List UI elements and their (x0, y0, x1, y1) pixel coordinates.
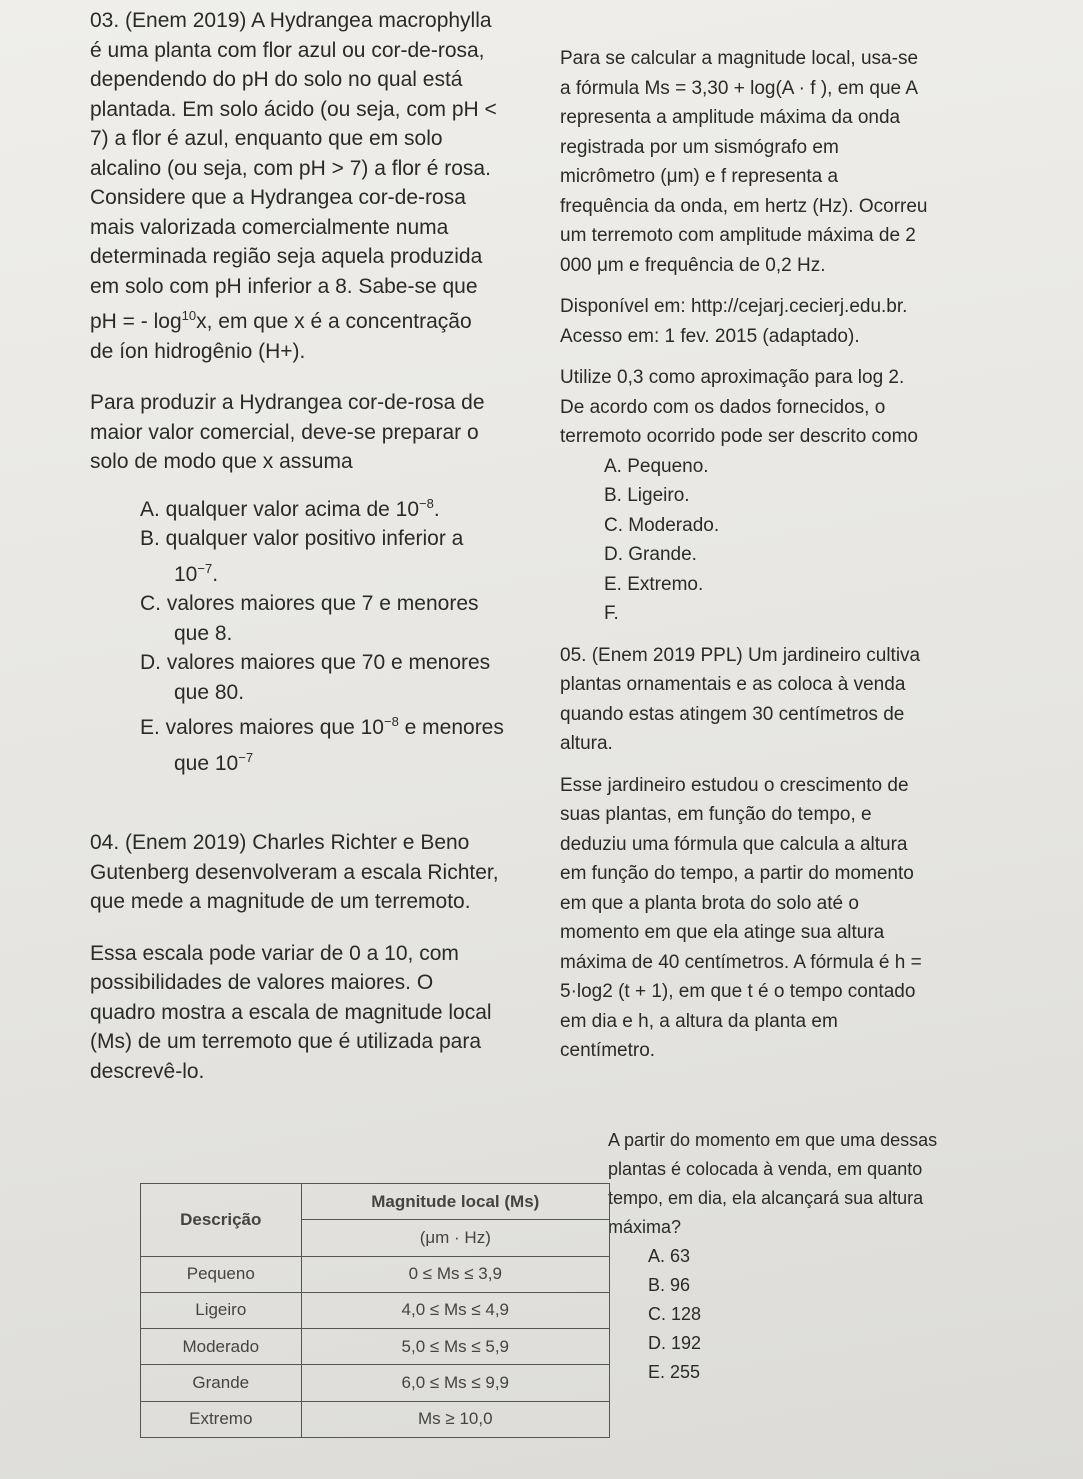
q3-stem-line: Considere que a Hydrangea cor-de-rosa (90, 186, 466, 209)
q3-prompt-line: solo de modo que x assuma (90, 450, 353, 473)
question-4 (90, 828, 560, 1086)
q5-stem-line: 05. (Enem 2019 PPL) Um jardineiro cultiva (560, 644, 921, 666)
q5-question-line: máxima? (608, 1217, 682, 1237)
table-header-unit: (μm · Hz) (301, 1220, 609, 1256)
q4-para-line: Essa escala pode variar de 0 a 10, com (90, 941, 459, 965)
q4-right-line: registrada por um sismógrafo em (560, 136, 839, 158)
q4-para-line: descrevê-lo. (90, 1059, 205, 1083)
table-row: Pequeno 0 ≤ Ms ≤ 3,9 (141, 1256, 610, 1292)
q4-option-b[interactable]: B. Ligeiro. (604, 485, 690, 506)
question-3 (90, 6, 560, 778)
q4-right-line: a fórmula Ms = 3,30 + log(A · f ), em que A (560, 77, 919, 99)
q3-stem-line: em solo com pH inferior a 8. Sabe-se que (90, 274, 478, 298)
q5-option-a[interactable]: A. 63 (648, 1246, 691, 1266)
q4-option-f[interactable]: F. (604, 603, 619, 624)
magnitude-table (140, 1183, 610, 1438)
q5-question-line: A partir do momento em que uma dessas (608, 1130, 938, 1150)
question-5 (560, 641, 1000, 1066)
q5-stem-line: altura. (560, 733, 613, 754)
q3-formula: pH = - $\log^{10}x$, em que x é a concentração (90, 308, 472, 333)
q5-option-d[interactable]: D. 192 (648, 1333, 702, 1353)
q3-option-b-cont: $10^{-7}$. (174, 560, 219, 586)
q3-stem-line: determinada região seja aquela produzida (90, 245, 483, 268)
q4-source-line: Disponível em: http://cejarj.cecierj.edu.br. (560, 296, 908, 317)
q5-option-b[interactable]: B. 96 (648, 1275, 691, 1295)
left-column (90, 6, 560, 1086)
q3-stem-line: mais valorizada comercialmente numa (90, 215, 449, 239)
q5-para-line: deduziu uma fórmula que calcula a altura (560, 833, 908, 855)
q3-stem-line: 7) a flor é azul, enquanto que em solo (90, 127, 443, 150)
table-row: Moderado 5,0 ≤ Ms ≤ 5,9 (141, 1329, 610, 1365)
q3-option-d-cont: que 80. (174, 680, 245, 704)
q4-right-line: 000 μm e frequência de 0,2 Hz. (560, 254, 826, 276)
q5-para-line: em que a planta brota do solo até o (560, 892, 859, 914)
q3-prompt-line: Para produzir a Hydrangea cor-de-rosa de (90, 391, 485, 414)
q4-para-line: (Ms) de um terremoto que é utilizada para (90, 1030, 482, 1053)
q5-question-block (608, 1126, 1008, 1387)
q5-para-line: em função do tempo, a partir do momento (560, 863, 914, 884)
q3-option-e-cont: que $10^{-7}$ (174, 749, 254, 775)
q5-para-line: Esse jardineiro estudou o crescimento de (560, 774, 909, 796)
table-row: Grande 6,0 ≤ Ms ≤ 9,9 (141, 1365, 610, 1401)
table-row: Ligeiro 4,0 ≤ Ms ≤ 4,9 (141, 1292, 610, 1328)
q3-prompt-line: maior valor comercial, deve-se preparar o (90, 420, 479, 444)
q4-hint: Utilize 0,3 como aproximação para log 2. (560, 367, 905, 388)
q5-option-e[interactable]: E. 255 (648, 1362, 701, 1382)
table-row: Extremo Ms ≥ 10,0 (141, 1401, 610, 1437)
right-column (560, 44, 1000, 1066)
q4-source-line: Acesso em: 1 fev. 2015 (adaptado). (560, 325, 860, 347)
q3-stem-line: dependendo do pH do solo no qual está (90, 68, 463, 91)
q5-para-line: máxima de 40 centímetros. A fórmula é h = (560, 951, 922, 973)
q3-stem-line: plantada. Em solo ácido (ou seja, com pH < (90, 97, 497, 121)
q4-option-c[interactable]: C. Moderado. (604, 514, 720, 536)
q4-question-line: terremoto ocorrido pode ser descrito como (560, 426, 918, 447)
q5-stem-line: plantas ornamentais e as coloca à venda (560, 674, 906, 695)
q4-right-line: micrômetro (μm) e f representa a (560, 166, 839, 187)
q3-option-e[interactable]: E. valores maiores que $10^{-8}$ e menores (140, 714, 504, 739)
q4-right-line: frequência da onda, em hertz (Hz). Ocorreu (560, 195, 928, 217)
q3-stem-line: é uma planta com flor azul ou cor-de-rosa, (90, 38, 485, 62)
q5-para-line: centímetro. (560, 1040, 656, 1061)
q5-para-line: momento em que ela atinge sua altura (560, 922, 885, 943)
q4-option-d[interactable]: D. Grande. (604, 544, 697, 565)
q4-question-line: De acordo com os dados fornecidos, o (560, 396, 886, 418)
q3-stem-line: alcalino (ou seja, com pH > 7) a flor é rosa. (90, 156, 491, 180)
q3-option-b[interactable]: B. qualquer valor positivo inferior a (140, 527, 464, 550)
q5-stem-line: quando estas atingem 30 centímetros de (560, 703, 905, 725)
q4-option-e[interactable]: E. Extremo. (604, 573, 704, 595)
table-header-magnitude: Magnitude local (Ms) (301, 1184, 609, 1220)
q5-para-line: suas plantas, em função do tempo, e (560, 804, 872, 825)
q3-option-d[interactable]: D. valores maiores que 70 e menores (140, 651, 491, 674)
q4-right-line: representa a amplitude máxima da onda (560, 107, 901, 128)
q3-option-c[interactable]: C. valores maiores que 7 e menores (140, 592, 479, 615)
q5-question-line: plantas é colocada à venda, em quanto (608, 1159, 923, 1179)
q5-para-line: 5·log2 (t + 1), em que t é o tempo contado (560, 981, 916, 1002)
q3-option-c-cont: que 8. (174, 621, 233, 645)
table-header-description: Descrição (141, 1184, 302, 1257)
q5-question-line: tempo, em dia, ela alcançará sua altura (608, 1188, 924, 1208)
q3-option-a[interactable]: A. qualquer valor acima de $10^{-8}$. (140, 495, 440, 521)
q4-option-a[interactable]: A. Pequeno. (604, 455, 709, 477)
q4-right-text (560, 44, 1000, 629)
q3-stem-line: 03. (Enem 2019) A Hydrangea macrophylla (90, 9, 492, 32)
q4-para-line: possibilidades de valores maiores. O (90, 971, 434, 994)
q4-stem-line: que mede a magnitude de um terremoto. (90, 890, 471, 913)
q5-para-line: em dia e h, a altura da planta em (560, 1010, 838, 1032)
q4-para-line: quadro mostra a escala de magnitude local (90, 1000, 492, 1024)
q4-right-line: Para se calcular a magnitude local, usa-se (560, 48, 919, 69)
q5-option-c[interactable]: C. 128 (648, 1304, 702, 1324)
q4-stem-line: 04. (Enem 2019) Charles Richter e Beno (90, 831, 470, 854)
q4-right-line: um terremoto com amplitude máxima de 2 (560, 225, 916, 246)
q3-formula-line2: de íon hidrogênio (H+). (90, 339, 306, 363)
q4-stem-line: Gutenberg desenvolveram a escala Richter, (90, 860, 499, 884)
